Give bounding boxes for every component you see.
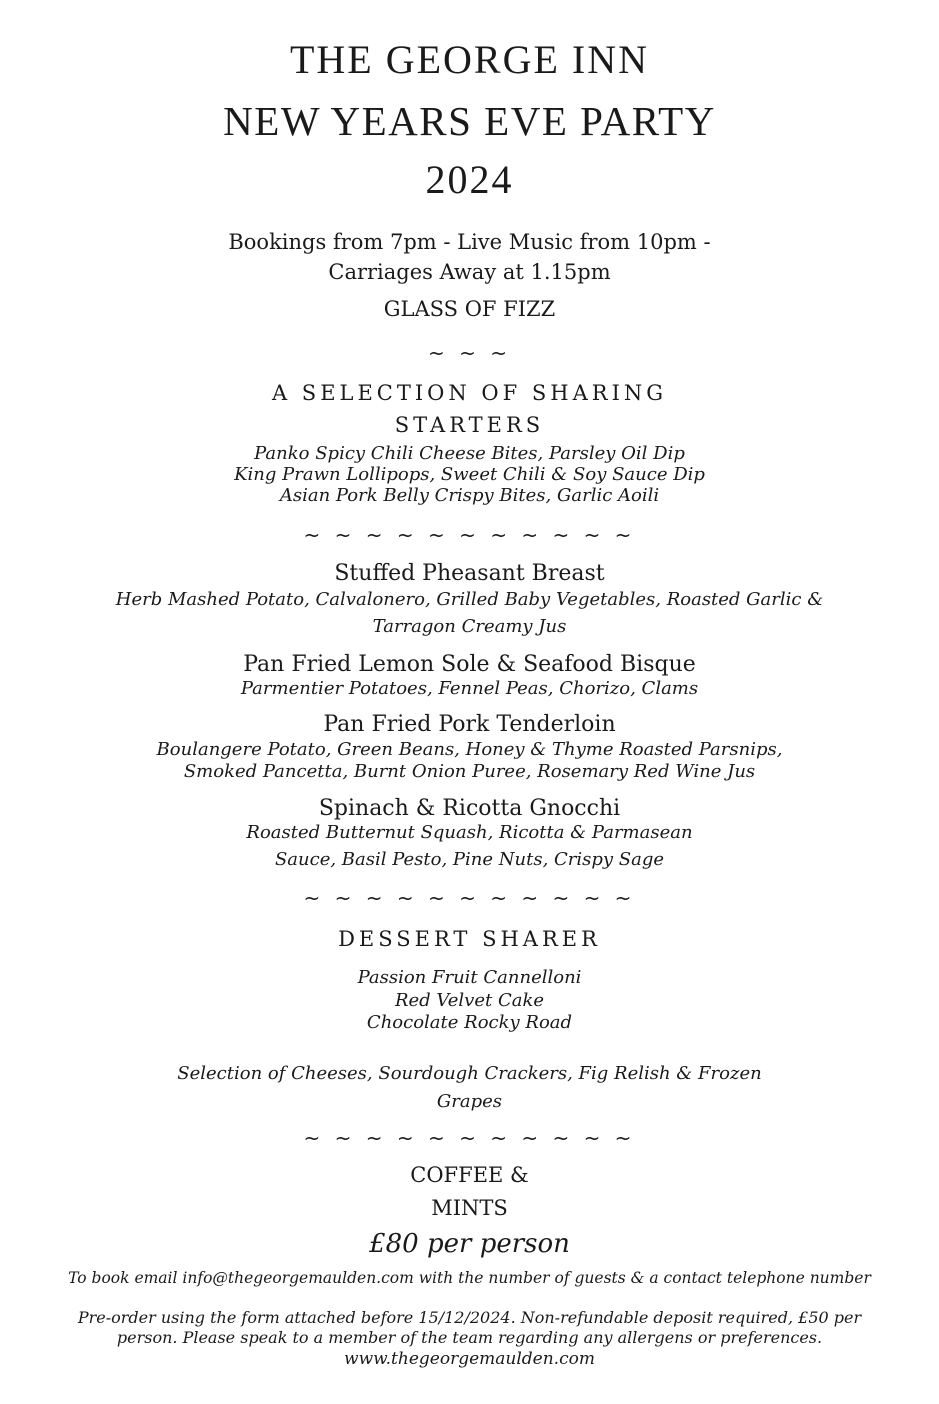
main-dish-name: Stuffed Pheasant Breast bbox=[334, 561, 605, 586]
main-dish-desc: Parmentier Potatoes, Fennel Peas, Chorizo, Clams bbox=[240, 678, 699, 699]
preorder-info: Pre-order using the form attached before 15/12/2024. Non-refundable deposit required, £50 per bbox=[77, 1308, 862, 1327]
cheese-course: Selection of Cheeses, Sourdough Crackers, Fig Relish & Frozen bbox=[177, 1063, 762, 1084]
dessert-item: Red Velvet Cake bbox=[394, 990, 545, 1011]
coffee-line-1: COFFEE & bbox=[410, 1163, 529, 1187]
coffee-line-2: MINTS bbox=[431, 1196, 508, 1220]
starter-item: Asian Pork Belly Crispy Bites, Garlic Aoili bbox=[279, 485, 660, 506]
event-year: 2024 bbox=[425, 157, 514, 202]
times-line-1: Bookings from 7pm - Live Music from 10pm - bbox=[228, 230, 711, 254]
main-dish-desc: Herb Mashed Potato, Calvalonero, Grilled Baby Vegetables, Roasted Garlic & bbox=[115, 589, 824, 610]
welcome-drink: GLASS OF FIZZ bbox=[383, 297, 556, 321]
main-dish-name: Spinach & Ricotta Gnocchi bbox=[318, 796, 621, 821]
main-dish-desc: Sauce, Basil Pesto, Pine Nuts, Crispy Sage bbox=[274, 849, 665, 870]
divider-long: ~ ~ ~ ~ ~ ~ ~ ~ ~ ~ ~ bbox=[303, 1126, 636, 1150]
dessert-item: Passion Fruit Cannelloni bbox=[357, 967, 582, 988]
divider-short: ~ ~ ~ bbox=[428, 341, 511, 365]
website-link[interactable]: www.thegeorgemaulden.com bbox=[344, 1349, 595, 1369]
main-dish-desc: Roasted Butternut Squash, Ricotta & Parmasean bbox=[246, 822, 693, 843]
starters-heading-2: STARTERS bbox=[394, 413, 545, 437]
starter-item: Panko Spicy Chili Cheese Bites, Parsley Oil Dip bbox=[254, 443, 685, 464]
main-dish-desc: Boulangere Potato, Green Beans, Honey & Thyme Roasted Parsnips, bbox=[156, 739, 783, 760]
starter-item: King Prawn Lollipops, Sweet Chili & Soy Sauce Dip bbox=[234, 464, 705, 485]
main-dish-name: Pan Fried Lemon Sole & Seafood Bisque bbox=[243, 652, 696, 677]
divider-long: ~ ~ ~ ~ ~ ~ ~ ~ ~ ~ ~ bbox=[303, 886, 636, 910]
main-dish-desc: Tarragon Creamy Jus bbox=[372, 616, 567, 637]
dessert-item: Chocolate Rocky Road bbox=[366, 1012, 573, 1033]
dessert-heading: DESSERT SHARER bbox=[338, 927, 601, 951]
preorder-info: person. Please speak to a member of the team regarding any allergens or preferences. bbox=[116, 1328, 823, 1347]
main-dish-desc: Smoked Pancetta, Burnt Onion Puree, Rosemary Red Wine Jus bbox=[183, 761, 756, 782]
cheese-course: Grapes bbox=[436, 1091, 503, 1112]
times-line-2: Carriages Away at 1.15pm bbox=[328, 260, 611, 284]
venue-title: THE GEORGE INN bbox=[289, 37, 650, 82]
main-dish-name: Pan Fried Pork Tenderloin bbox=[323, 712, 616, 737]
price: £80 per person bbox=[369, 1229, 570, 1259]
booking-info: To book email info@thegeorgemaulden.com with the number of guests & a contact telephone number bbox=[68, 1269, 871, 1287]
divider-long: ~ ~ ~ ~ ~ ~ ~ ~ ~ ~ ~ bbox=[303, 523, 636, 547]
event-title: NEW YEARS EVE PARTY bbox=[223, 98, 716, 144]
starters-heading-1: A SELECTION OF SHARING bbox=[271, 381, 668, 405]
